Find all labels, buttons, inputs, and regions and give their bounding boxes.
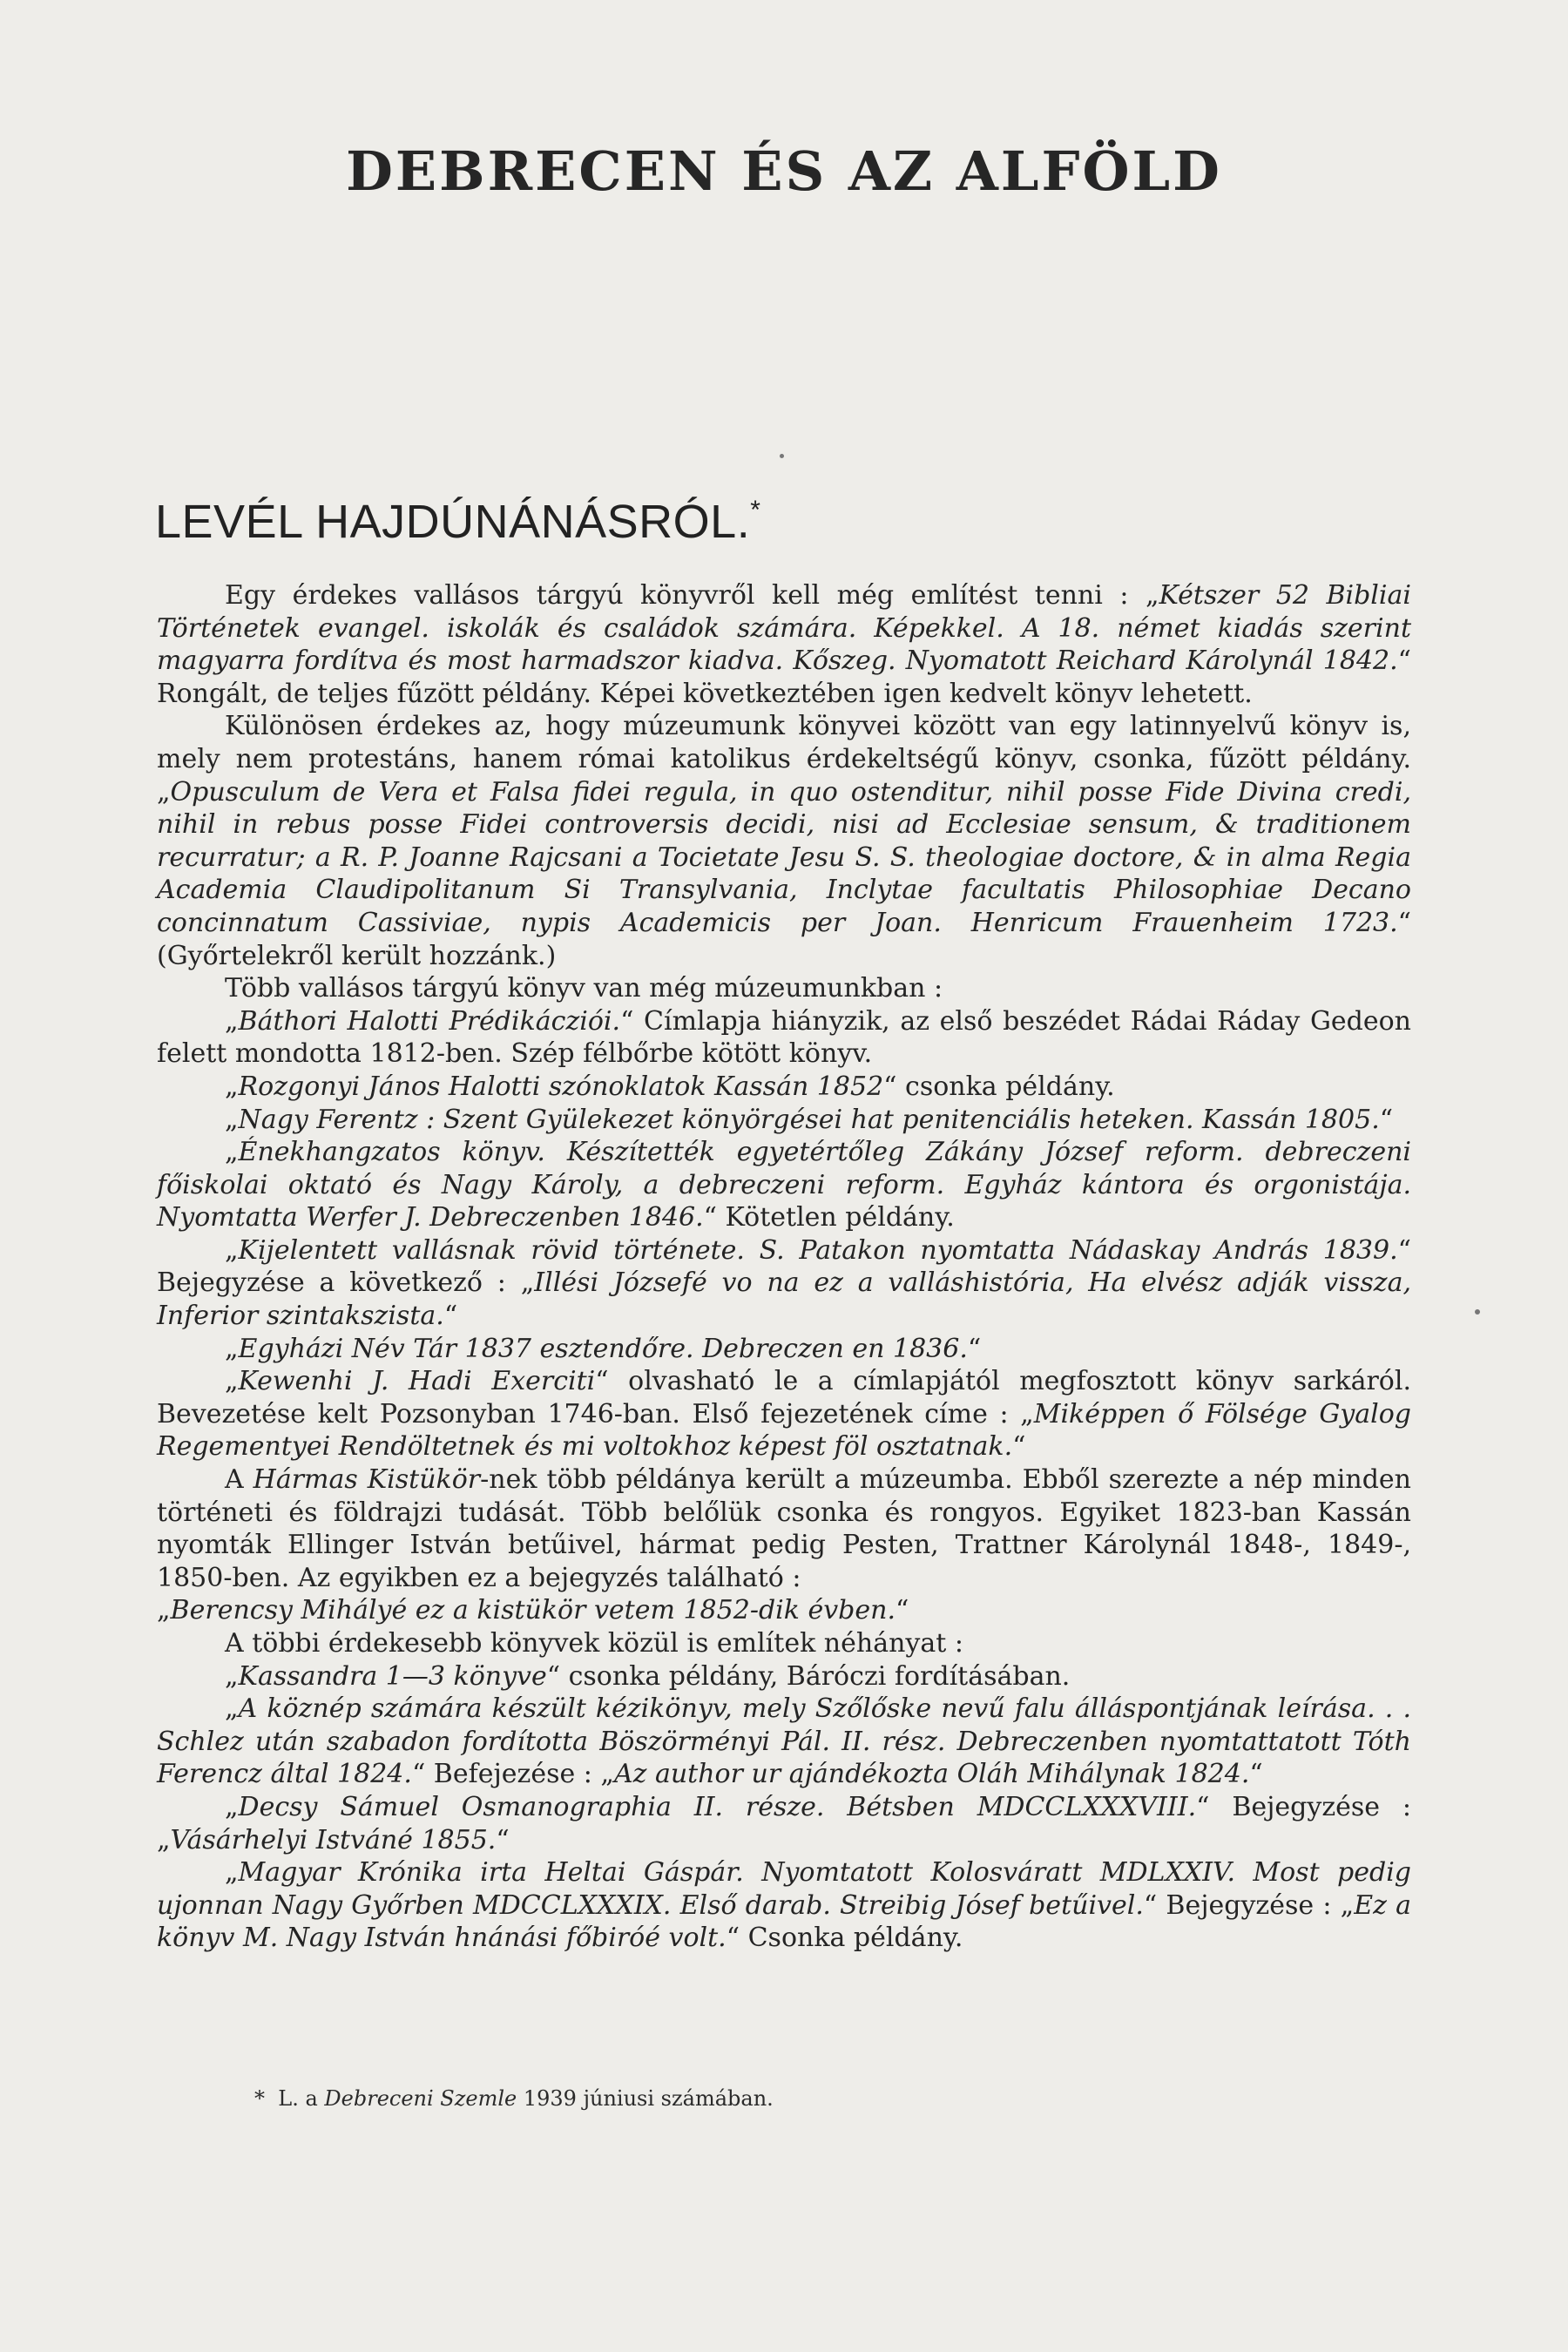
print-speck — [1475, 1309, 1480, 1315]
article-title-text: LEVÉL HAJDÚNÁNÁSRÓL. — [155, 496, 751, 548]
paragraph: Egy érdekes vallásos tárgyú könyvről kell még említést tenni : „Kétszer 52 Bibliai Történetek evangel. iskolák és családok számára. Képekkel. A 18. német kiadás szerint magyarra fordítva és most harmadszor kiadva. Kőszeg. Nyomatott Reichard Károlynál 1842.“ Rongált, de teljes fűzött példány. Képei következtében igen kedvelt könyv lehetett. — [157, 580, 1411, 709]
paragraph: A többi érdekesebb könyvek közül is említek néhányat : — [225, 1628, 963, 1659]
paragraph: „Rozgonyi János Halotti szónoklatok Kassán 1852“ csonka példány. — [225, 1071, 1115, 1102]
footnote-reference: * — [750, 496, 761, 524]
paragraph: A Hármas Kistükör-nek több példánya került a múzeumba. Ebből szerezte a nép minden történeti és földrajzi tudását. Több belőlük csonka és rongyos. Egyiket 1823-ban Kassán nyomták Ellinger István betűivel, hármat pedig Pesten, Trattner Károlynál 1848-, 1849-, 1850-ben. Az egyikben ez a bejegyzés található : — [157, 1464, 1411, 1593]
paragraph: Különösen érdekes az, hogy múzeumunk könyvei között van egy latinnyelvű könyv is, mely nem protestáns, hanem római katolikus érdekeltségű könyv, csonka, fűzött példány. „Opusculum de Vera et Falsa fidei regula, in quo ostenditur, nihil posse Fide Divina credi, nihil in rebus posse Fidei controversis decidi, nisi ad Ecclesiae sensum, & traditionem recurratur; a R. P. Joanne Rajcsani a Tocietate Jesu S. S. theologiae doctore, & in alma Regia Academia Claudipolitanum Si Transylvania, Inclytae facultatis Philosophiae Decano concinnatum Cassiviae, nypis Academicis per Joan. Henricum Frauenheim 1723.“ (Győrtelekről került hozzánk.) — [157, 711, 1411, 971]
paragraph: „Kijelentett vallásnak rövid története. S. Patakon nyomtatta Nádaskay András 1839.“ Bejegyzése a következő : „Illési Józsefé vo na ez a valláshistória, Ha elvész adják vissza, Inferior szintakszista.“ — [157, 1234, 1411, 1332]
footnote: * L. a Debreceni Szemle 1939 júniusi számában. — [254, 2086, 774, 2111]
paragraph: „Berencsy Mihályé ez a kistükör vetem 1852-dik évben.“ — [157, 1595, 909, 1626]
paragraph: Több vallásos tárgyú könyv van még múzeumunkban : — [225, 973, 943, 1004]
running-head: DEBRECEN ÉS AZ ALFÖLD — [346, 139, 1222, 203]
print-speck — [780, 454, 784, 458]
paragraph: „Decsy Sámuel Osmanographia II. része. Bétsben MDCCLXXXVIII.“ Bejegyzése : „Vásárhelyi Istváné 1855.“ — [157, 1791, 1411, 1855]
paragraph: „Egyházi Név Tár 1837 esztendőre. Debreczen en 1836.“ — [225, 1333, 982, 1364]
paragraph: „Báthori Halotti Prédikácziói.“ Címlapja hiányzik, az első beszédet Rádai Ráday Gedeon felett mondotta 1812-ben. Szép félbőrbe kötött könyv. — [157, 1005, 1411, 1070]
article-title — [155, 495, 760, 549]
paragraph: „Kassandra 1—3 könyve“ csonka példány, Báróczi fordításában. — [225, 1660, 1071, 1692]
footnote-marker: * — [254, 2086, 265, 2111]
paragraph: „Nagy Ferentz : Szent Gyülekezet könyörgései hat penitenciális heteken. Kassán 1805.“ — [225, 1104, 1394, 1135]
paragraph: „A köznép számára készült kézikönyv, mely Szőlőske nevű falu álláspontjának leírása. . . Schlez után szabadon fordította Böszörményi Pál. II. rész. Debreczenben nyomtattatott Tóth Ferencz által 1824.“ Befejezése : „Az author ur ajándékozta Oláh Mihálynak 1824.“ — [157, 1693, 1411, 1790]
paragraph: „Kewenhi J. Hadi Exerciti“ olvasható le a címlapjától megfosztott könyv sarkáról. Bevezetése kelt Pozsonyban 1746-ban. Első fejezetének címe : „Miképpen ő Fölsége Gyalog Regementyei Rendöltetnek és mi voltokhoz képest föl osztatnak.“ — [157, 1366, 1411, 1463]
paragraph: „Énekhangzatos könyv. Készítették egyetértőleg Zákány József reform. debreczeni főiskolai oktató és Nagy Károly, a debreczeni reform. Egyház kántora és orgonistája. Nyomtatta Werfer J. Debreczenben 1846.“ Kötetlen példány. — [157, 1137, 1411, 1233]
paragraph: „Magyar Krónika irta Heltai Gáspár. Nyomtatott Kolosváratt MDLXXIV. Most pedig ujonnan Nagy Győrben MDCCLXXXIX. Első darab. Streibig Jósef betűivel.“ Bejegyzése : „Ez a könyv M. Nagy István hnánási főbiróé volt.“ Csonka példány. — [157, 1857, 1411, 1954]
article-body — [157, 579, 1411, 1955]
